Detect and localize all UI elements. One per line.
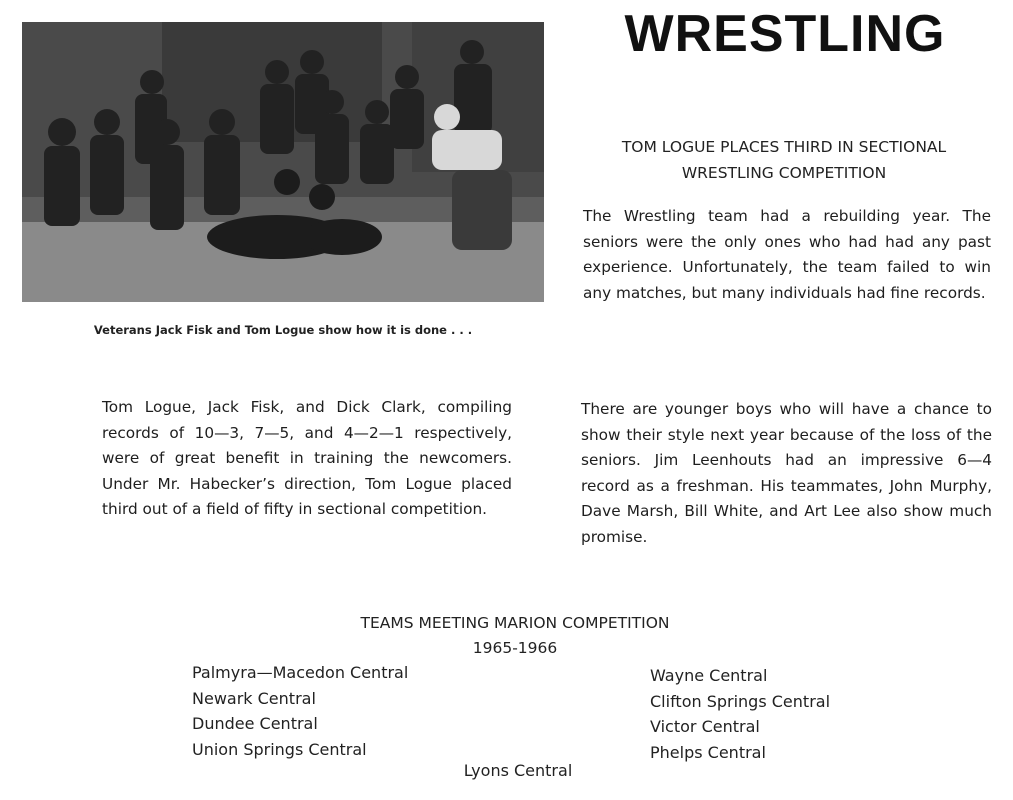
- team-item: Dundee Central: [192, 714, 318, 733]
- headline-line-2: WRESTLING COMPETITION: [681, 164, 887, 182]
- paragraph-younger-boys: There are younger boys who will have a chance to show their style next year because of the loss of the seniors. Jim Leenhouts had an impressive 6—4 record as a freshman. His teammates, John Murphy, Dave Marsh, Bill White, and Art Lee also show much promise.: [581, 400, 992, 546]
- team-photo: [22, 22, 544, 302]
- team-item: Palmyra—Macedon Central: [192, 663, 409, 682]
- team-item: Phelps Central: [650, 742, 766, 762]
- team-photo-illustration: [22, 22, 544, 302]
- paragraph-records: Tom Logue, Jack Fisk, and Dick Clark, compiling records of 10—3, 7—5, and 4—2—1 respectively, were of great benefit in training the newcomers. Under Mr. Habecker’s direction, Tom Logue placed third out of a field of fifty in sectional competition.: [102, 398, 512, 518]
- teams-heading-season: 1965-1966: [472, 639, 558, 657]
- headline-line-1: TOM LOGUE PLACES THIRD IN SECTIONAL: [621, 138, 947, 156]
- page-title: WRESTLING: [624, 5, 946, 63]
- paragraph-rebuilding-year: The Wrestling team had a rebuilding year. The seniors were the only ones who had had any past experience. Unfortunately, the team failed to win any matches, but many individuals had fine records.: [583, 207, 991, 302]
- team-item: Newark Central: [192, 688, 316, 708]
- team-item: Victor Central: [650, 717, 760, 736]
- teams-list-left: [192, 660, 408, 762]
- teams-heading-title: TEAMS MEETING MARION COMPETITION: [360, 614, 670, 632]
- team-item: Union Springs Central: [192, 739, 367, 759]
- team-item-last: Lyons Central: [463, 761, 573, 780]
- article-headline: [580, 134, 988, 186]
- photo-caption: Veterans Jack Fisk and Tom Logue show how it is done . . .: [93, 323, 473, 337]
- team-item: Clifton Springs Central: [650, 691, 831, 711]
- team-item: Wayne Central: [650, 666, 768, 685]
- teams-list-right: [650, 663, 830, 765]
- teams-heading: [250, 611, 780, 661]
